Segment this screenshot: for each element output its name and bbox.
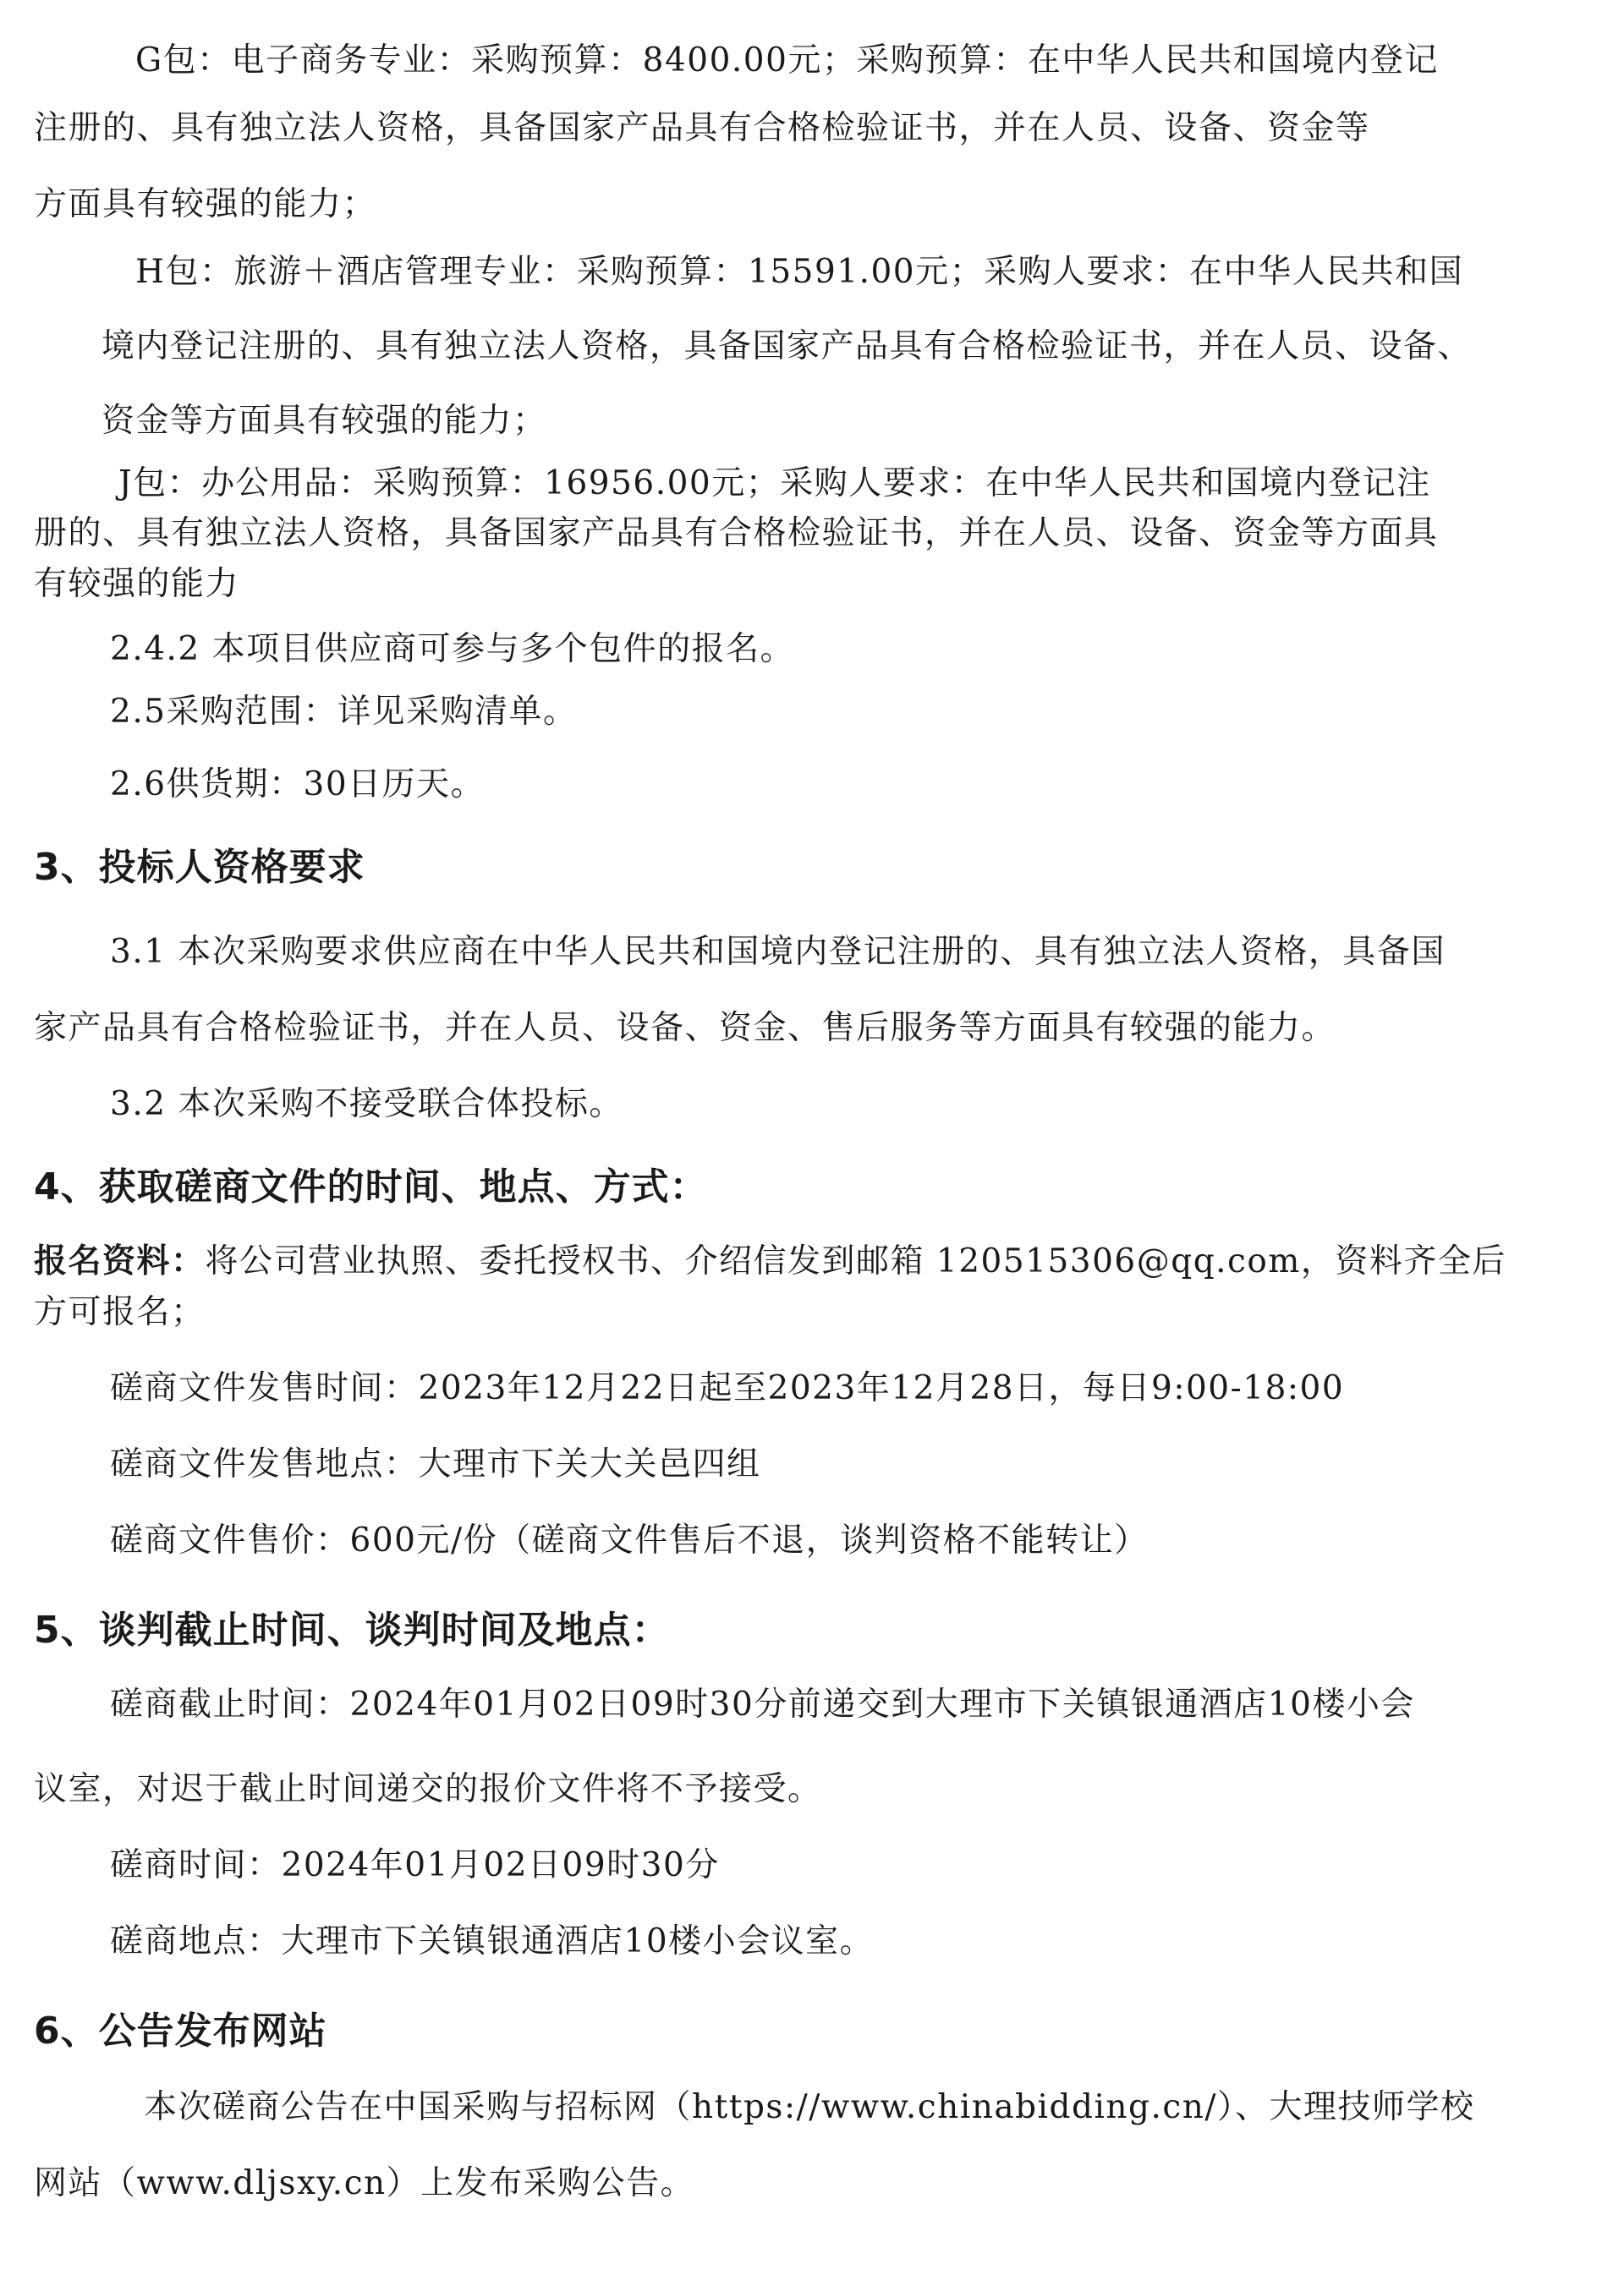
section-3-heading: 3、投标人资格要求 [34, 846, 365, 889]
package-j-line-3: 有较强的能力 [34, 565, 240, 603]
package-g-line-2: 注册的、具有独立法人资格，具备国家产品具有合格检验证书，并在人员、设备、资金等 [34, 109, 1370, 147]
package-h-line-3: 资金等方面具有较强的能力； [102, 402, 547, 440]
clause-2-6: 2.6供货期：30日历天。 [110, 765, 486, 803]
registration-label: 报名资料： [34, 1242, 206, 1280]
website-line-2: 网站（www.dljsxy.cn）上发布采购公告。 [34, 2164, 695, 2202]
clause-2-4-2: 2.4.2 本项目供应商可参与多个包件的报名。 [110, 630, 795, 668]
deadline-line-1: 磋商截止时间：2024年01月02日09时30分前递交到大理市下关镇银通酒店10楼小会 [110, 1686, 1415, 1724]
negotiation-location: 磋商地点：大理市下关镇银通酒店10楼小会议室。 [110, 1922, 875, 1960]
registration-line-2: 方可报名； [34, 1293, 206, 1331]
clause-2-5: 2.5采购范围：详见采购清单。 [110, 693, 578, 731]
deadline-line-2: 议室，对迟于截止时间递交的报价文件将不予接受。 [34, 1770, 822, 1808]
clause-3-1-line-2: 家产品具有合格检验证书，并在人员、设备、资金、售后服务等方面具有较强的能力。 [34, 1009, 1336, 1047]
section-4-heading: 4、获取磋商文件的时间、地点、方式： [34, 1165, 708, 1209]
package-j-line-2: 册的、具有独立法人资格，具备国家产品具有合格检验证书，并在人员、设备、资金等方面具 [34, 514, 1439, 552]
sale-time: 磋商文件发售时间：2023年12月22日起至2023年12月28日，每日9:00-18:00 [110, 1369, 1345, 1407]
package-j-line-1: J包：办公用品：采购预算：16956.00元；采购人要求：在中华人民共和国境内登记注 [118, 464, 1431, 502]
registration-line-1 [34, 1240, 1506, 1284]
section-6-heading: 6、公告发布网站 [34, 2010, 327, 2053]
clause-3-2: 3.2 本次采购不接受联合体投标。 [110, 1085, 623, 1123]
package-g-line-1: G包：电子商务专业：采购预算：8400.00元；采购预算：在中华人民共和国境内登记 [135, 41, 1439, 80]
negotiation-time: 磋商时间：2024年01月02日09时30分 [110, 1846, 720, 1884]
package-h-line-1: H包：旅游＋酒店管理专业：采购预算：15591.00元；采购人要求：在中华人民共和国 [135, 253, 1464, 291]
sale-price: 磋商文件售价：600元/份（磋商文件售后不退，谈判资格不能转让） [110, 1522, 1149, 1560]
sale-location: 磋商文件发售地点：大理市下关大关邑四组 [110, 1445, 761, 1483]
clause-3-1-line-1: 3.1 本次采购要求供应商在中华人民共和国境内登记注册的、具有独立法人资格，具备国 [110, 933, 1446, 971]
website-line-1: 本次磋商公告在中国采购与招标网（https://www.chinabidding.cn/）、大理技师学校 [144, 2088, 1475, 2126]
registration-text: 将公司营业执照、委托授权书、介绍信发到邮箱 120515306@qq.com，资料齐全后 [205, 1242, 1506, 1280]
section-5-heading: 5、谈判截止时间、谈判时间及地点： [34, 1609, 670, 1652]
package-g-line-3: 方面具有较强的能力； [34, 185, 377, 223]
package-h-line-2: 境内登记注册的、具有独立法人资格，具备国家产品具有合格检验证书，并在人员、设备、 [102, 327, 1473, 365]
